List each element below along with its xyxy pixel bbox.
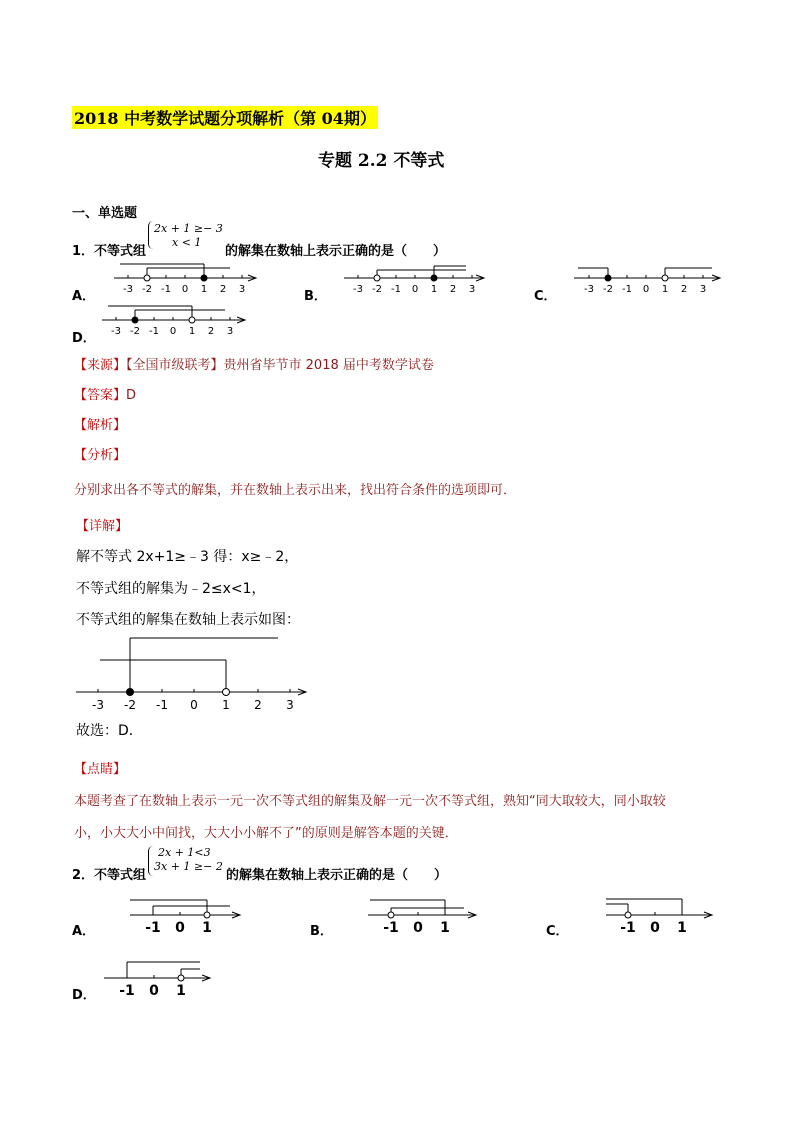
q2-option-d-label: D． — [72, 988, 96, 1003]
q1-d-open-dot — [189, 317, 195, 323]
sol-tick-label: -1 — [156, 698, 168, 712]
answer-line — [74, 384, 136, 403]
q2-system-line1: 2x + 1<3 — [158, 846, 211, 859]
q1-d-tick-label: 3 — [226, 326, 234, 337]
q2-option-a-label: A． — [72, 924, 96, 939]
q2-d-tick-label: 0 — [149, 983, 159, 999]
q1-d-tick-label: -3 — [111, 326, 121, 337]
xiangjie-line1: 解不等式 2x+1≥﹣3 得：x≥﹣2， — [76, 549, 299, 565]
source-text: 贵州省毕节市 2018 届中考数学试卷 — [223, 358, 434, 373]
q1-c-tick-label: 2 — [680, 284, 688, 295]
q1-b-tick-label: -2 — [372, 284, 382, 295]
q2-b-open-dot — [388, 912, 394, 918]
sol-closed-dot — [127, 689, 134, 696]
dianjing-text-2: 小，小大大小中间找，大大小小解不了”的原则是解答本题的关键． — [74, 826, 458, 841]
q1-c-tick-label: 3 — [699, 284, 707, 295]
q1-number: 1． — [72, 244, 95, 259]
q2-a-tick-label: 1 — [202, 920, 212, 936]
q2-a-open-dot — [204, 912, 210, 918]
q1-d-tick-label: -2 — [130, 326, 140, 337]
sol-tick-label: 1 — [222, 698, 230, 712]
q2-c-open-dot — [625, 912, 631, 918]
q1-system-line1: 2x + 1 ≥− 3 — [154, 222, 223, 235]
q1-d-tick-label: 0 — [169, 326, 177, 337]
fenxi-label: 【分析】 — [74, 448, 127, 463]
q1-a-open-dot — [144, 275, 150, 281]
fenxi-text: 分别求出各不等式的解集，并在数轴上表示出来，找出符合条件的选项即可． — [74, 483, 517, 498]
q2-c-tick-label: -1 — [620, 920, 636, 936]
q1-b-closed-dot — [431, 275, 437, 281]
sol-tick-label: 3 — [286, 698, 294, 712]
q2-a-tick-label: 0 — [175, 920, 185, 936]
q1-a-tick-label: -2 — [142, 284, 152, 295]
q2-a-tick-label: -1 — [145, 920, 161, 936]
xiangjie-label: 【详解】 — [76, 519, 129, 534]
header-highlight-title: 2018 中考数学试题分项解析（第 04期） — [72, 106, 378, 129]
q1-b-tick-label: 0 — [411, 284, 419, 295]
q2-brace — [148, 846, 153, 876]
q1-a-tick-label: -1 — [161, 284, 171, 295]
q2-d-open-dot — [178, 975, 184, 981]
q1-a-tick-label: 1 — [200, 284, 208, 295]
q1-b-tick-label: 3 — [468, 284, 476, 295]
source-line — [74, 354, 434, 373]
q1-c-tick-label: 0 — [642, 284, 650, 295]
q2-stem-prefix: 不等式组 — [94, 868, 147, 883]
q2-d-tick-label: 1 — [176, 983, 186, 999]
q1-stem-suffix: 的解集在数轴上表示正确的是（ ） — [225, 244, 447, 259]
q1-option-c-label: C． — [534, 289, 557, 304]
q1-b-tick-label: -1 — [391, 284, 401, 295]
q2-b-tick-label: 0 — [413, 920, 423, 936]
q2-c-tick-label: 1 — [677, 920, 687, 936]
sol-tick-label: -2 — [124, 698, 136, 712]
xiangjie-line2: 不等式组的解集为﹣2≤x<1， — [76, 581, 266, 597]
q1-a-tick-label: 0 — [181, 284, 189, 295]
q2-c-tick-label: 0 — [650, 920, 660, 936]
dianjing-text-1: 本题考查了在数轴上表示一元一次不等式组的解集及解一元一次不等式组，熟知“同大取较大，同小取较 — [74, 794, 666, 809]
dianjing-label: 【点睛】 — [74, 762, 127, 777]
answer-label: 【答案】 — [74, 388, 127, 403]
q1-a-tick-label: 2 — [219, 284, 227, 295]
q1-c-closed-dot — [605, 275, 611, 281]
q1-b-open-dot — [374, 275, 380, 281]
q1-c-tick-label: -3 — [584, 284, 594, 295]
sol-tick-label: -3 — [92, 698, 104, 712]
sol-tick-label: 2 — [254, 698, 262, 712]
q1-d-tick-label: 1 — [188, 326, 196, 337]
q2-system-line2: 3x + 1 ≥− 2 — [154, 860, 223, 873]
answer-value: D — [126, 388, 137, 403]
q2-option-c-label: C． — [546, 924, 569, 939]
xiangjie-conclusion: 故选：D． — [76, 723, 143, 739]
q1-option-a-label: A． — [72, 289, 96, 304]
q2-number: 2． — [72, 868, 95, 883]
section-heading: 一、单选题 — [72, 206, 138, 221]
q1-c-open-dot — [662, 275, 668, 281]
q1-b-tick-label: 2 — [449, 284, 457, 295]
q1-c-tick-label: 1 — [661, 284, 669, 295]
q1-d-tick-label: -1 — [149, 326, 159, 337]
q1-a-tick-label: -3 — [123, 284, 133, 295]
source-label: 【来源】 — [74, 358, 127, 373]
q1-b-tick-label: -3 — [353, 284, 363, 295]
q1-d-tick-label: 2 — [207, 326, 215, 337]
page-title: 专题 2.2 不等式 — [318, 151, 445, 171]
q1-c-tick-label: -2 — [603, 284, 613, 295]
q2-b-tick-label: -1 — [383, 920, 399, 936]
xiangjie-line3: 不等式组的解集在数轴上表示如图： — [76, 612, 300, 628]
q1-c-tick-label: -1 — [622, 284, 632, 295]
q1-a-closed-dot — [201, 275, 207, 281]
q2-option-b-label: B． — [310, 924, 333, 939]
q2-b-tick-label: 1 — [440, 920, 450, 936]
source-tag: 【全国市级联考】 — [126, 358, 224, 373]
q2-stem-suffix: 的解集在数轴上表示正确的是（ ） — [226, 868, 448, 883]
q1-d-closed-dot — [132, 317, 138, 323]
sol-tick-label: 0 — [190, 698, 198, 712]
q1-option-d-label: D． — [72, 331, 96, 346]
q1-option-b-label: B． — [304, 289, 327, 304]
jiexi-label: 【解析】 — [74, 418, 127, 433]
q1-system-line2: x < 1 — [172, 236, 202, 249]
q2-d-tick-label: -1 — [119, 983, 135, 999]
q1-b-tick-label: 1 — [430, 284, 438, 295]
sol-open-dot — [223, 689, 230, 696]
q1-a-tick-label: 3 — [238, 284, 246, 295]
q1-stem-prefix: 不等式组 — [94, 244, 147, 259]
